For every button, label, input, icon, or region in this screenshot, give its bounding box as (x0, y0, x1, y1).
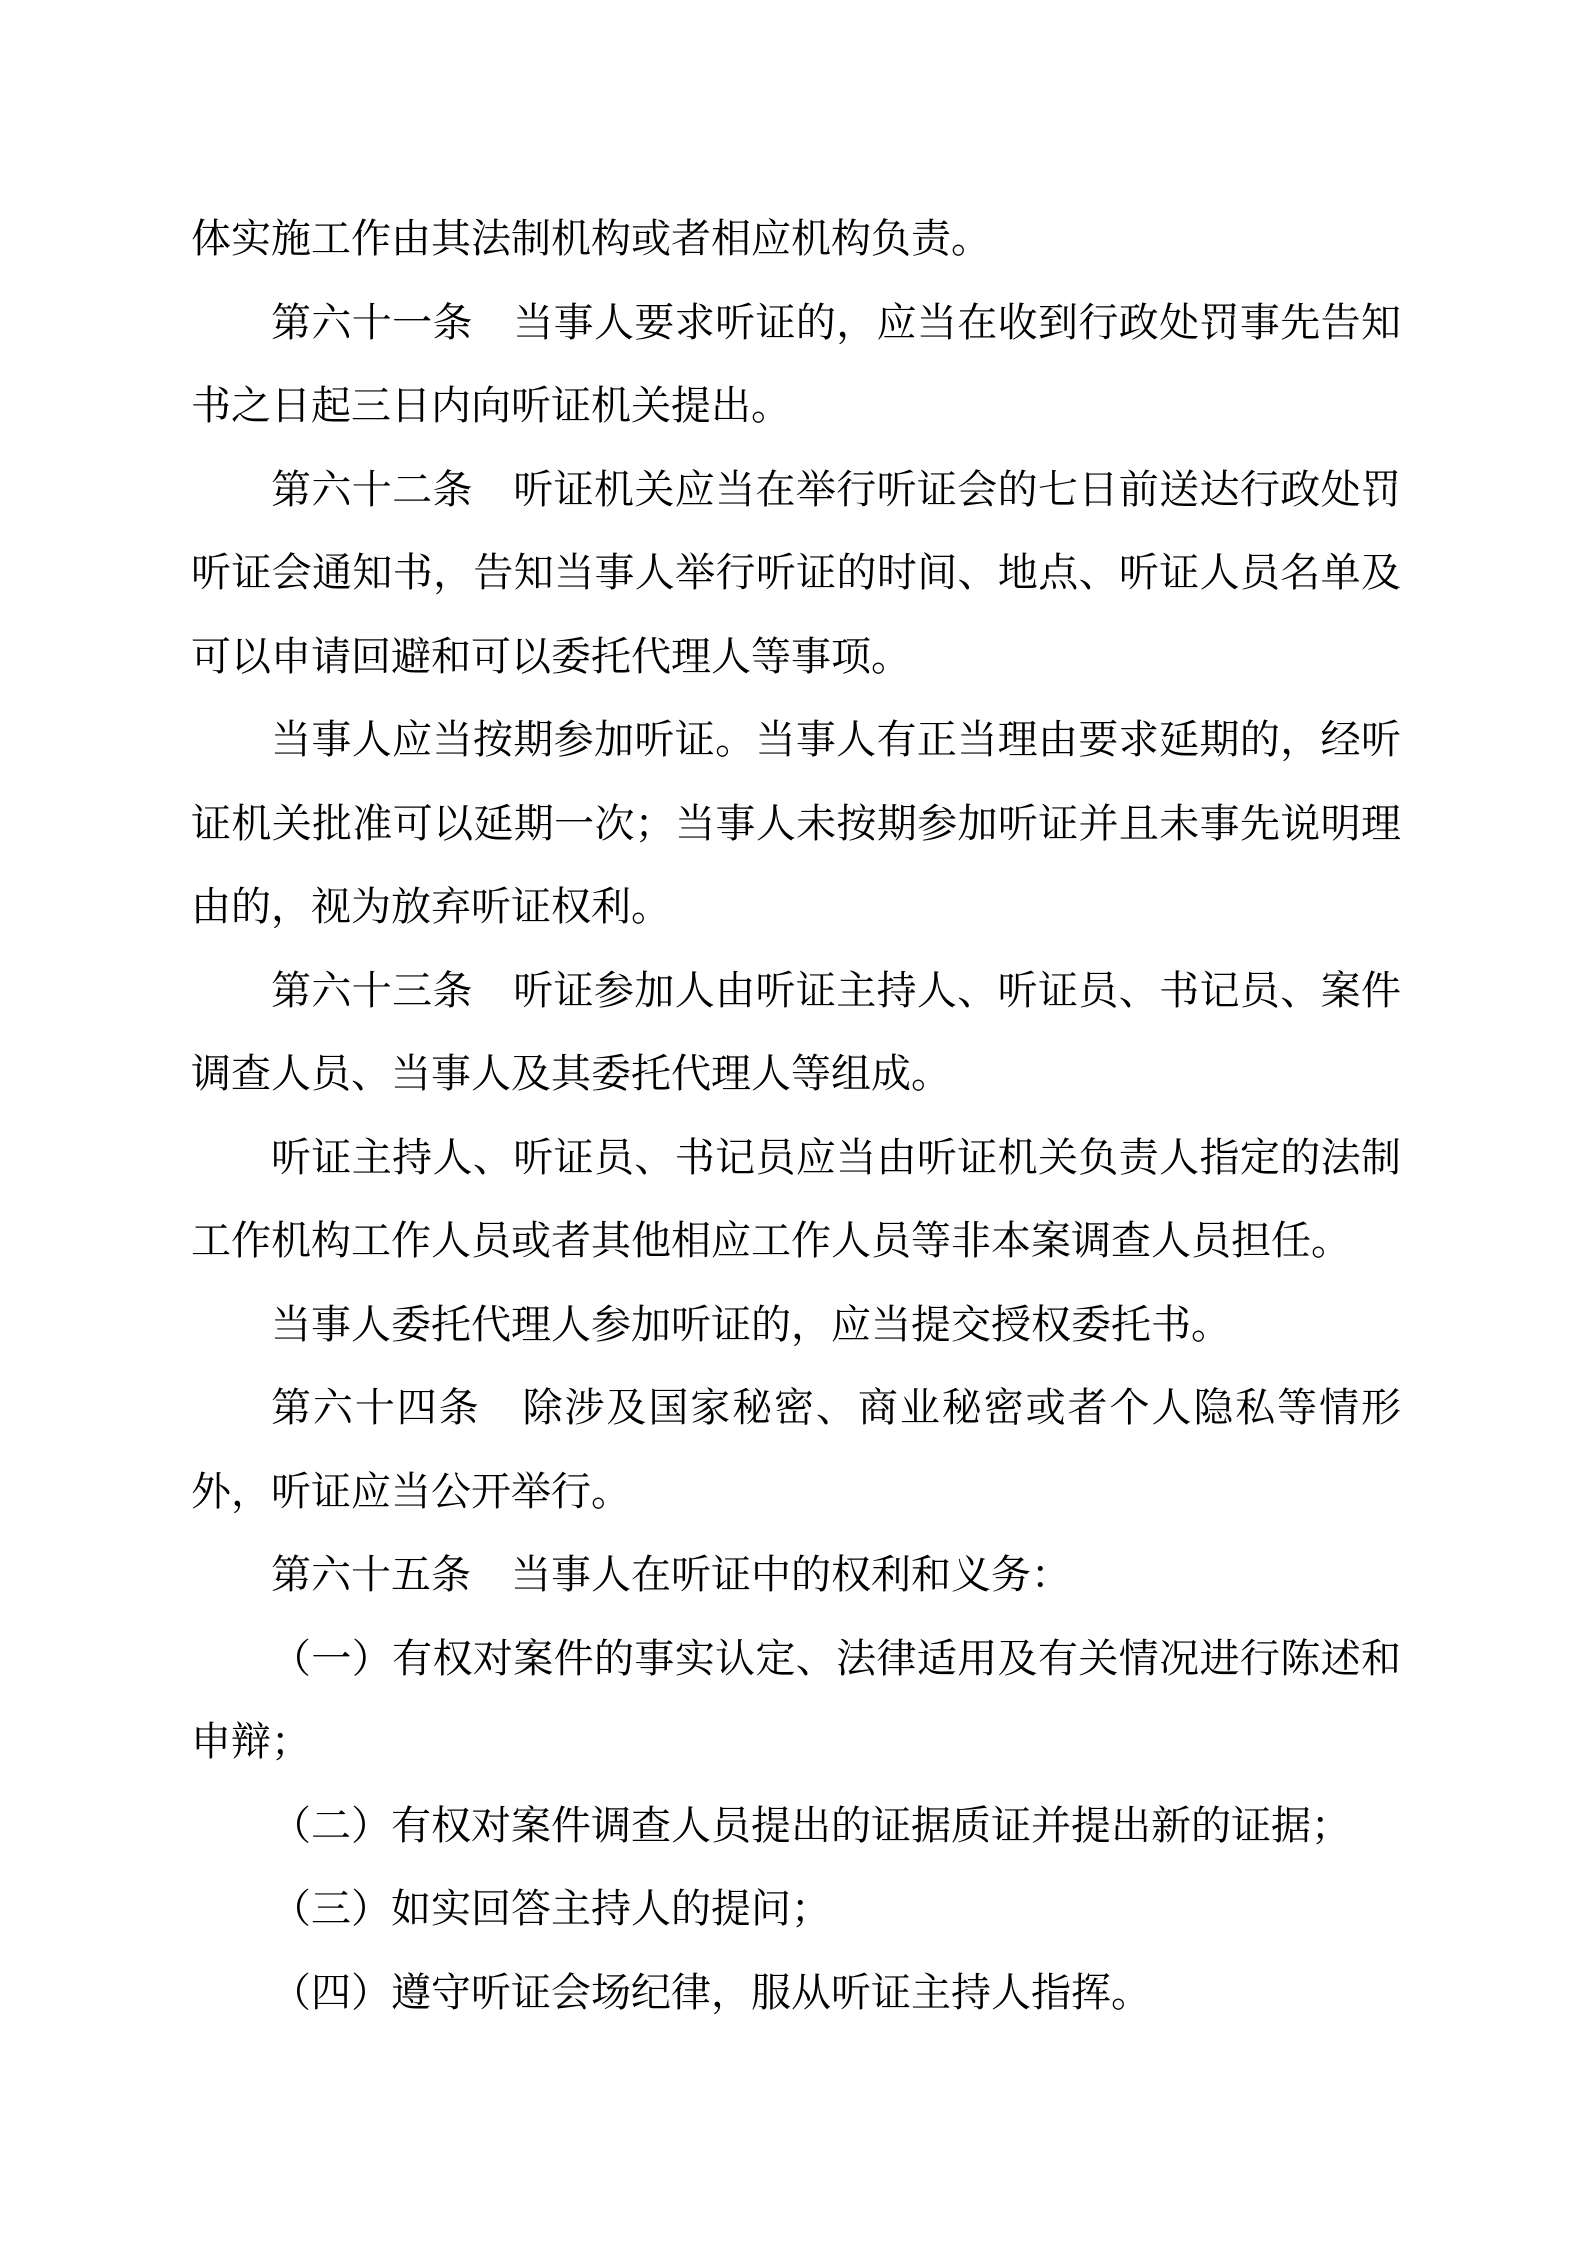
paragraph-continuation (191, 198, 1401, 282)
article-text: 当事人在听证中的权利和义务： (511, 1552, 1071, 1598)
article-text: 当事人要求听证的，应当在收到行政处罚事先告知书之日起三日内向听证机关提出。 (191, 299, 1402, 429)
article-label: 第六十二条 (271, 466, 473, 513)
list-item-text: （三）如实回答主持人的提问； (271, 1886, 831, 1932)
list-item-text: （一）有权对案件的事实认定、法律适用及有关情况进行陈述和申辩； (191, 1635, 1401, 1765)
paragraph-text: 体实施工作由其法制机构或者相应机构负责。 (191, 216, 991, 262)
article-label: 第六十三条 (271, 967, 473, 1014)
paragraph-text: 当事人委托代理人参加听证的，应当提交授权委托书。 (271, 1301, 1231, 1348)
article-65 (191, 1534, 1401, 1618)
article-text: 除涉及国家秘密、商业秘密或者个人隐私等情形外，听证应当公开举行。 (191, 1385, 1402, 1515)
article-64 (191, 1367, 1401, 1534)
list-item (191, 1868, 1401, 1952)
article-label: 第六十四条 (271, 1385, 481, 1431)
list-item (191, 1618, 1401, 1785)
article-label: 第六十一条 (271, 299, 473, 346)
article-text: 听证机关应当在举行听证会的七日前送达行政处罚听证会通知书，告知当事人举行听证的时间、地点、听证人员名单及可以申请回避和可以委托代理人等事项。 (191, 466, 1402, 680)
list-item (191, 1952, 1401, 2036)
paragraph-attendance (191, 699, 1401, 950)
article-62 (191, 449, 1401, 700)
document-body (191, 198, 1401, 2035)
article-63 (191, 950, 1401, 1117)
article-text: 听证参加人由听证主持人、听证员、书记员、案件调查人员、当事人及其委托代理人等组成。 (191, 967, 1402, 1097)
paragraph-hearing-staff (191, 1117, 1401, 1284)
article-label: 第六十五条 (271, 1552, 471, 1598)
paragraph-authorization (191, 1284, 1401, 1368)
list-item-text: （四）遵守听证会场纪律，服从听证主持人指挥。 (271, 1969, 1151, 2016)
paragraph-text: 当事人应当按期参加听证。当事人有正当理由要求延期的，经听证机关批准可以延期一次；当事人未按期参加听证并且未事先说明理由的，视为放弃听证权利。 (191, 717, 1401, 930)
article-61 (191, 282, 1401, 449)
list-item (191, 1785, 1401, 1869)
paragraph-text: 听证主持人、听证员、书记员应当由听证机关负责人指定的法制工作机构工作人员或者其他相应工作人员等非本案调查人员担任。 (191, 1134, 1401, 1264)
list-item-text: （二）有权对案件调查人员提出的证据质证并提出新的证据； (271, 1802, 1351, 1849)
